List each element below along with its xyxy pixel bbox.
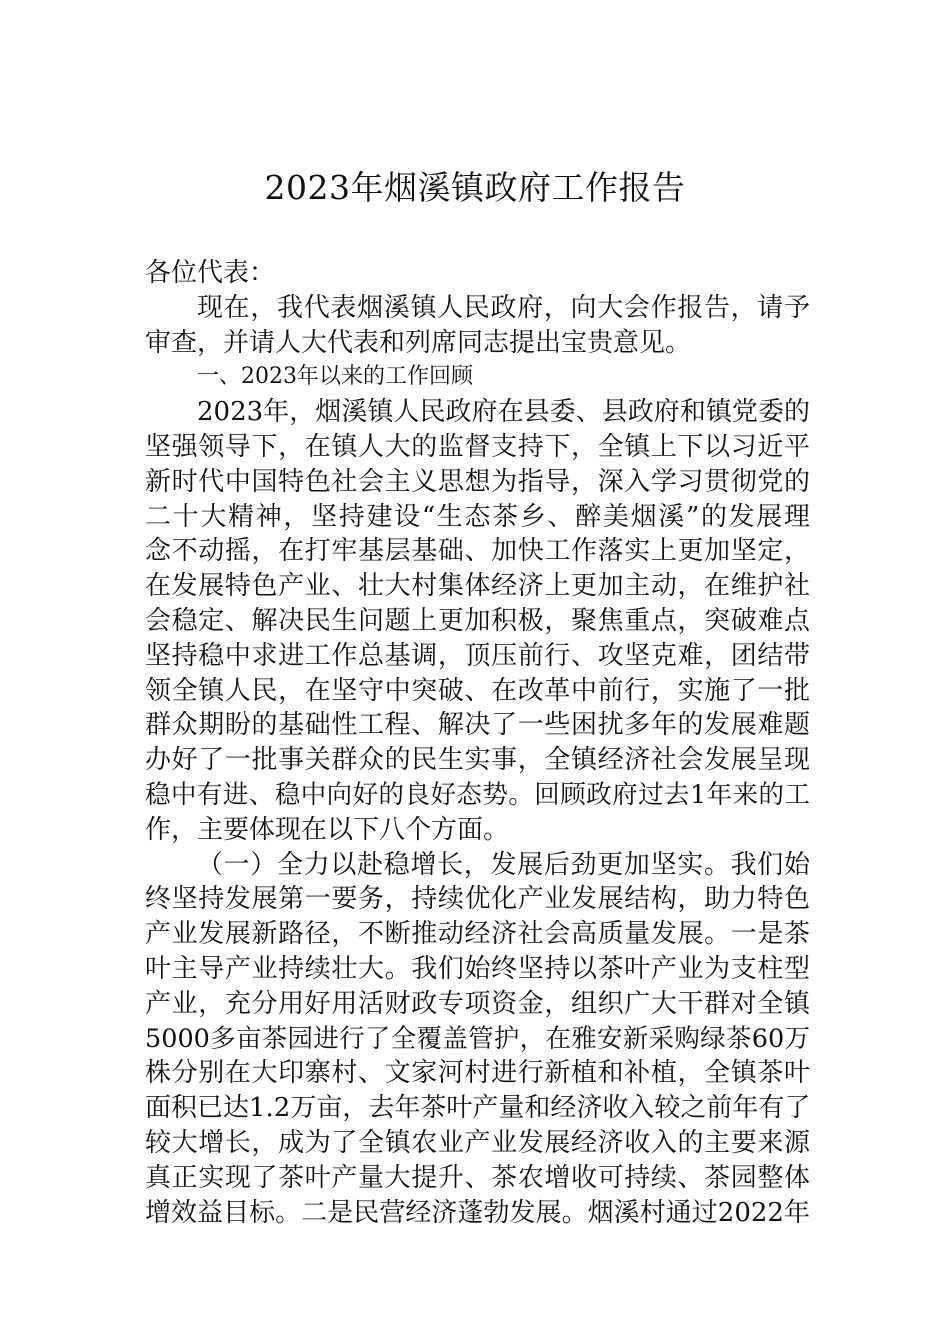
paragraph-line: 会稳定、解决民生问题上更加积极，聚焦重点，突破难点 — [145, 605, 810, 636]
paragraph-line: 叶主导产业持续壮大。我们始终坚持以茶叶产业为支柱型 — [145, 953, 810, 984]
paragraph-line: 真正实现了茶叶产量大提升、茶农增收可持续、茶园整体 — [145, 1162, 810, 1193]
paragraph-line: 稳中有进、稳中向好的良好态势。回顾政府过去1年来的工 — [145, 779, 810, 810]
paragraph-line: 产业，充分用好用活财政专项资金，组织广大干群对全镇 — [145, 988, 810, 1019]
paragraph-line: 坚强领导下，在镇人大的监督支持下，全镇上下以习近平 — [145, 431, 810, 462]
paragraph-line: 坚持稳中求进工作总基调，顶压前行、攻坚克难，团结带 — [145, 640, 810, 671]
paragraph-line: 新时代中国特色社会主义思想为指导，深入学习贯彻党的 — [145, 466, 810, 497]
paragraph-line: 增效益目标。二是民营经济蓬勃发展。烟溪村通过2022年 — [145, 1197, 810, 1228]
paragraph-line: 念不动摇，在打牢基层基础、加快工作落实上更加坚定， — [145, 536, 810, 567]
paragraph-line: 面积已达1.2万亩，去年茶叶产量和经济收入较之前年有了 — [145, 1093, 811, 1124]
paragraph-line: （一）全力以赴稳增长，发展后劲更加坚实。我们始 — [197, 849, 810, 880]
paragraph-line: 5000多亩茶园进行了全覆盖管护，在雅安新采购绿茶60万 — [145, 1023, 810, 1054]
paragraph-line: 产业发展新路径，不断推动经济社会高质量发展。一是茶 — [145, 919, 810, 950]
paragraph-line: 株分别在大印寨村、文家河村进行新植和补植，全镇茶叶 — [145, 1058, 810, 1089]
paragraph-line: 各位代表： — [145, 258, 276, 288]
paragraph-line: 2023年，烟溪镇人民政府在县委、县政府和镇党委的 — [197, 397, 810, 428]
paragraph-line: 作，主要体现在以下八个方面。 — [145, 814, 510, 845]
paragraph-line: 办好了一批事关群众的民生实事，全镇经济社会发展呈现 — [145, 745, 810, 776]
paragraph-line: 领全镇人民，在坚守中突破、在改革中前行，实施了一批 — [145, 675, 810, 706]
paragraph-line: 在发展特色产业、壮大村集体经济上更加主动，在维护社 — [145, 571, 810, 602]
paragraph-line: 现在，我代表烟溪镇人民政府，向大会作报告，请予 — [197, 292, 810, 323]
document-title: 2023年烟溪镇政府工作报告 — [264, 168, 686, 207]
document-body — [145, 256, 810, 1230]
paragraph-line: 审查，并请人大代表和列席同志提出宝贵意见。 — [145, 327, 692, 358]
paragraph-line: 群众期盼的基础性工程、解决了一些困扰多年的发展难题 — [145, 710, 810, 741]
paragraph-line: 较大增长，成为了全镇农业产业发展经济收入的主要来源 — [145, 1127, 810, 1158]
section-heading: 一、2023年以来的工作回顾 — [197, 364, 473, 390]
paragraph-line: 二十大精神，坚持建设“生态茶乡、醉美烟溪”的发展理 — [145, 501, 810, 532]
paragraph-line: 终坚持发展第一要务，持续优化产业发展结构，助力特色 — [145, 884, 810, 915]
